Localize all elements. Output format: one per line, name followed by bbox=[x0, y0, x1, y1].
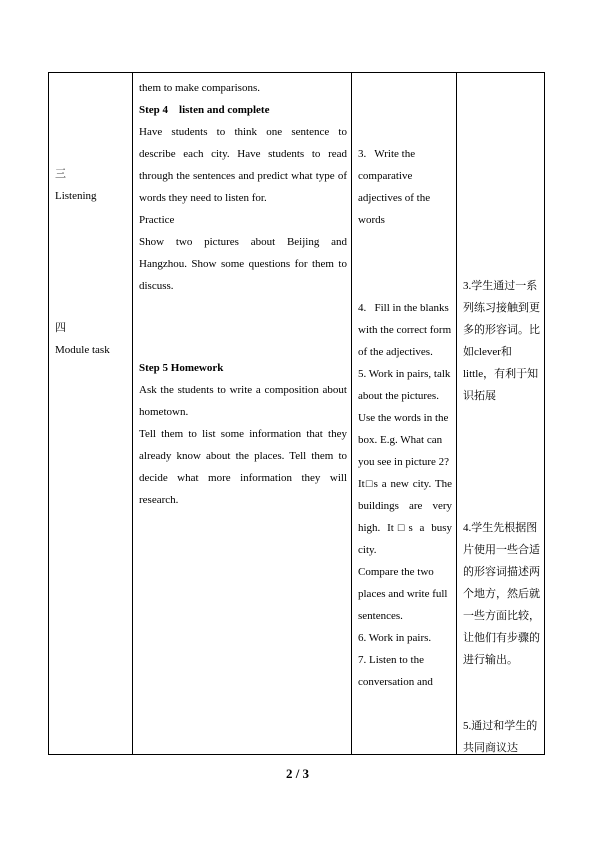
step4-paragraph: Have students to think one sentence to describe each city. Have students to read through the sentences and predict what type of words they need to listen for. bbox=[139, 126, 347, 204]
stage-listening bbox=[55, 163, 128, 207]
stage-name: Listening bbox=[55, 190, 97, 202]
item-7: 7. Listen to the conversation and bbox=[358, 654, 433, 688]
student-activity-column bbox=[352, 73, 457, 755]
step5-paragraph-1: Ask the students to write a composition about hometown. bbox=[139, 384, 347, 418]
stage-number: 四 bbox=[55, 322, 66, 334]
note-5-text: 5.通过和学生的共同商议达 bbox=[463, 720, 538, 754]
page-number: 2 / 3 bbox=[285, 766, 310, 781]
teacher-activity-column bbox=[133, 73, 352, 755]
intro-line: them to make comparisons. bbox=[139, 82, 260, 94]
step5-paragraph-2: Tell them to list some information that they already know about the places. Tell them to decide what more information they will research. bbox=[139, 428, 347, 506]
item-3: 3. Write the comparative adjectives of the words bbox=[358, 148, 433, 226]
practice-label: Practice bbox=[139, 214, 175, 226]
compare-text: Compare the two places and write full sentences. bbox=[358, 566, 448, 622]
stage-number: 三 bbox=[55, 168, 66, 180]
table-row bbox=[49, 73, 545, 755]
stage-module-task bbox=[55, 317, 128, 361]
activity-4-onward bbox=[358, 297, 452, 693]
note-4 bbox=[463, 517, 540, 671]
step4-title: Step 4 listen and complete bbox=[139, 104, 270, 116]
design-notes-column bbox=[457, 73, 545, 755]
activity-3 bbox=[358, 143, 452, 231]
note-5 bbox=[463, 715, 540, 759]
step5-block bbox=[139, 357, 347, 511]
stage-name: Module task bbox=[55, 344, 110, 356]
step4-block bbox=[139, 77, 347, 297]
note-4-text: 4.学生先根据图片使用一些合适的形容词描述两个地方，然后就一些方面比较，让他们有步骤的进行输出。 bbox=[463, 522, 540, 666]
item-5: 5. Work in pairs, talk about the pictures. Use the words in the box. E.g. What can you see in picture 2? bbox=[358, 368, 451, 468]
practice-paragraph: Show two pictures about Beijing and Hangzhou. Show some questions for them to discuss. bbox=[139, 236, 347, 292]
example-text: It□s a new city. The buildings are very high. It□s a busy city. bbox=[358, 478, 452, 556]
step5-title: Step 5 Homework bbox=[139, 362, 224, 374]
item-6: 6. Work in pairs. bbox=[358, 632, 432, 644]
item-4: 4. Fill in the blanks with the correct form of the adjectives. bbox=[358, 302, 454, 358]
stage-column bbox=[49, 73, 133, 755]
note-3 bbox=[463, 275, 540, 407]
note-3-text: 3.学生通过一系列练习接触到更多的形容词。比如clever和little，有利于知识拓展 bbox=[463, 280, 540, 402]
lesson-plan-table bbox=[48, 72, 545, 755]
